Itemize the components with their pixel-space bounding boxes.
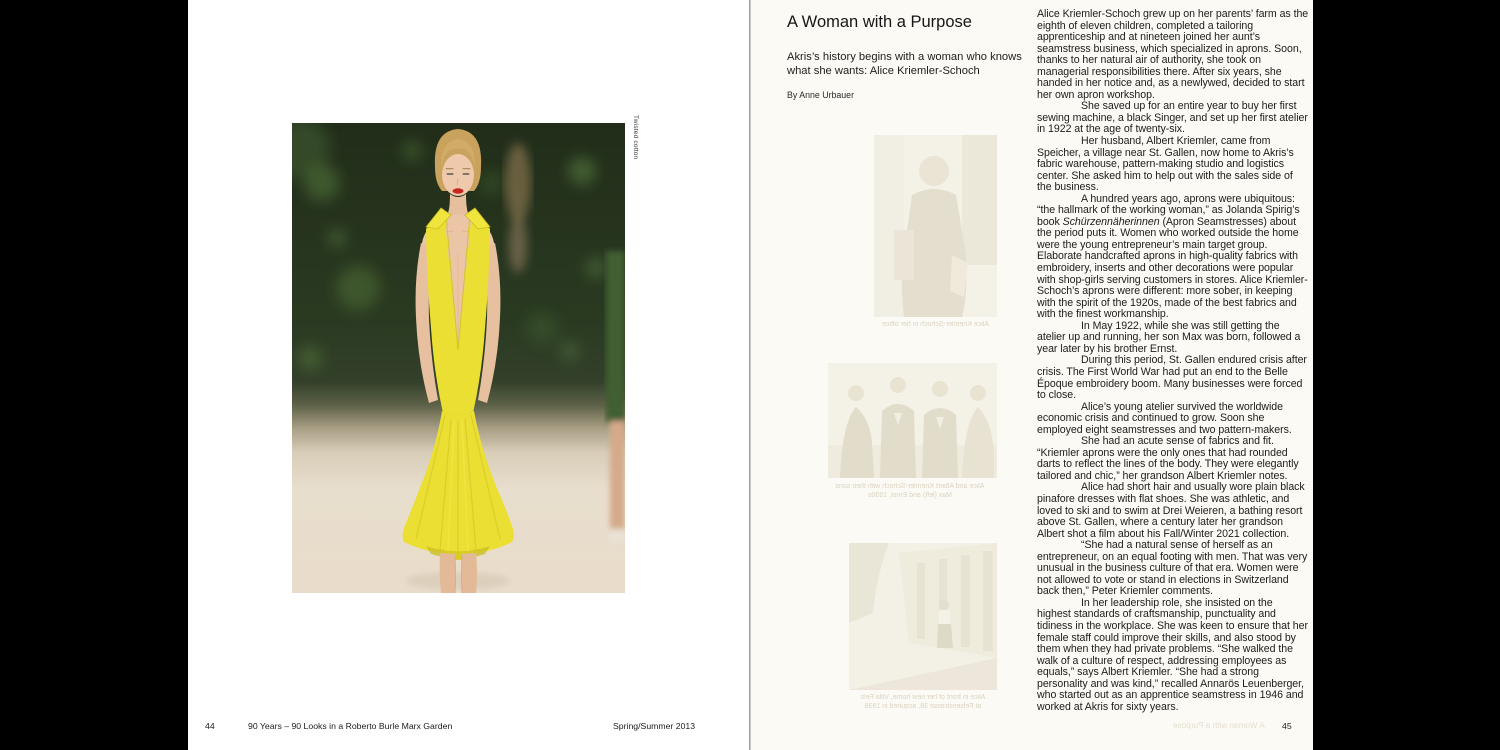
ghost-caption-villa [849, 694, 997, 711]
ghost-image-family [828, 363, 997, 478]
book-title: 90 Years – 90 Looks in a Roberto Burle Marx Garden [248, 721, 453, 731]
article-paragraph: Alice had short hair and usually wore plain black pinafore dresses with flat shoes. She was athletic, and loved to ski and to swim at Drei Weieren, a bathing resort above St. Gallen, where a century later her grandson Albert shot a film about his Fall/Winter 2021 collection. [1037, 481, 1305, 540]
article-paragraph: During this period, St. Gallen endured crisis after crisis. The First World War had put an end to the Belle Époque embroidery boom. Many businesses were forced to close. [1037, 354, 1307, 402]
article-paragraph: Alice’s young atelier survived the worldwide economic crisis and continued to grow. Soon she employed eight seamstresses and two pattern-makers. [1037, 400, 1292, 436]
article-paragraph: She had an acute sense of fabrics and fit. “Kriemler aprons were the only ones that had rounded darts to reflect the lines of the body. They were elegantly tailored and chic,” her grandson Albert Kriemler notes. [1037, 435, 1299, 482]
ghost-image-villa [849, 543, 997, 690]
ghost-running-title: A Woman with a Purpose [1173, 721, 1265, 730]
right-page [751, 0, 1313, 750]
page-number-left: 44 [205, 721, 215, 731]
book-title-italic: Schürzennäherinnen [1062, 215, 1160, 228]
article-title: A Woman with a Purpose [787, 13, 972, 31]
article-body [1037, 9, 1309, 713]
paragraph-text: (Apron Seamstresses) about the period puts it. Women who worked outside the home were the young entrepreneur’s main target group. Elaborate handcrafted aprons in high-quality fabrics with embroidery, inserts and other decorations were popular with shop-girls serving customers in stores. Alice Kriemler-Schoch’s aprons were different: more sober, in keeping with the spirit of the 1920s, made of the best fabrics and with the finest workmanship. [1037, 215, 1308, 321]
season-label: Spring/Summer 2013 [613, 721, 696, 731]
article-paragraph: Her husband, Albert Kriemler, came from Speicher, a village near St. Gallen, now home to Akris’s fabric warehouse, pattern-making studio and logistics center. She asked him to help out with the sales side of the business. [1037, 135, 1294, 194]
ghost-caption-villa-line2: at Felsenstrasse 38, acquired in 1939 [864, 702, 982, 710]
ghost-image-portrait [874, 135, 997, 317]
article-paragraph: Alice Kriemler-Schoch grew up on her parents’ farm as the eighth of eleven children, completed a tailoring apprenticeship and at nineteen joined her aunt’s seamstress business, which specialized in aprons. Soon, thanks to her natural air of authority, she took on managerial responsibilities there. After six years, she handed in her notice and, as a newlywed, decided to start her own apron workshop. [1037, 8, 1309, 101]
page-number-right: 45 [1282, 721, 1292, 731]
article-byline: By Anne Urbauer [787, 90, 854, 100]
article-paragraph [1037, 194, 1309, 321]
ghost-caption-family-line1: Alice and Albert Kriemler-Schoch with their sons [835, 483, 985, 490]
article-paragraph: In her leadership role, she insisted on the highest standards of craftsmanship, punctuality and tidiness in the workplace. She was keen to ensure that her female staff could improve their skills, and also stood by them when they had private problems. “She walked the walk of a culture of respect, addressing employees as equals,” says Albert Kriemler. “She had a strong personality and was kind,” recalled Annarös Leuenberger, who started out as an apprentice seamstress in 1946 and worked at Akris for sixty years. [1037, 596, 1308, 713]
photo-credit: Twisted cotton [632, 115, 639, 160]
paragraph-text: A hundred years ago, aprons were ubiquitous: “the hallmark of the working woman,” as Jolanda Spirig’s book [1037, 192, 1300, 228]
article-paragraph: She saved up for an entire year to buy her first sewing machine, a black Singer, and set up her first atelier in 1922 at the age of twenty-six. [1037, 100, 1308, 136]
left-page [188, 0, 749, 750]
ghost-caption-villa-line1: Alice in front of her new home, Villa Fels [860, 694, 986, 701]
ghost-caption-family [815, 483, 1005, 500]
model-illustration [292, 123, 625, 593]
ghost-caption-portrait: Alice Kriemler-Schoch in her office [882, 321, 989, 328]
ghost-caption-family-line2: Max (left) and Ernst, 1930s [867, 491, 953, 499]
article-subtitle: Akris’s history begins with a woman who knows what she wants: Alice Kriemler-Schoch [787, 51, 1022, 77]
article-paragraph: “She had a natural sense of herself as an entrepreneur, on an equal footing with men. That was very unusual in the business culture of that era. Women were not allowed to vote or stand in elections in Switzerland back then,” Peter Kriemler comments. [1037, 539, 1308, 598]
article-paragraph: In May 1922, while she was still getting the atelier up and running, her son Max was born, followed a year later by his brother Ernst. [1037, 319, 1301, 355]
runway-photo [292, 123, 625, 593]
